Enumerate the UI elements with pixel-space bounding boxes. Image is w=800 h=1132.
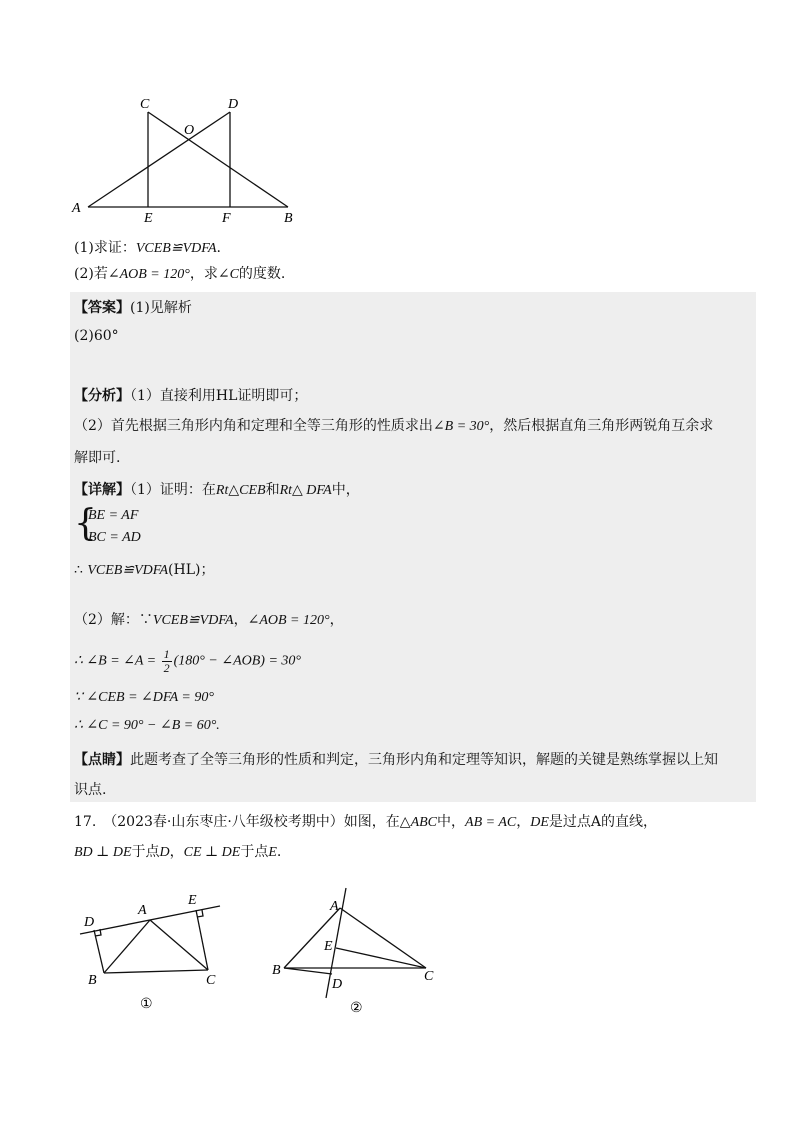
- fig2-label-b: B: [272, 963, 281, 978]
- figure-1: [70, 880, 240, 1020]
- therefore-symbol: ∴: [74, 562, 88, 578]
- q17-h: A: [590, 814, 601, 830]
- analysis-1a: （1）直接利用: [130, 388, 216, 404]
- fig2-label-e: E: [324, 939, 333, 954]
- step1b: (180° − ∠AOB) = 30°: [173, 653, 301, 669]
- q17-2h: .: [276, 844, 282, 860]
- brace-line-1: BE = AF: [88, 508, 139, 523]
- comment-label: 【点睛】: [74, 752, 130, 768]
- fig1-label-b: B: [88, 973, 97, 988]
- question-1-math: VCEB≌VDFA: [135, 241, 217, 256]
- frac-num: 1: [163, 647, 170, 661]
- q17-a: 17. （2023春·山东枣庄·八年级校考期中）如图，在: [74, 814, 400, 830]
- part2-line: [74, 610, 344, 631]
- q17-2a: BD ⊥ DE: [74, 845, 132, 860]
- step3: ∴ ∠C = 90° − ∠B = 60°: [74, 718, 217, 733]
- step-3: [74, 716, 220, 736]
- q17-2g: E: [268, 845, 277, 860]
- therefore-line-1: [74, 560, 214, 581]
- answer-line-2: (2)60°: [74, 328, 119, 344]
- step1a: ∴ ∠B = ∠A =: [74, 653, 160, 669]
- fig2-label-a: A: [330, 899, 339, 914]
- answer-1: (1)见解析: [130, 300, 192, 316]
- fraction-half: [162, 648, 172, 675]
- q17-g: 是过点: [548, 814, 591, 830]
- detail-label: 【详解】: [74, 482, 130, 498]
- label-d: D: [228, 97, 239, 112]
- part2b: VCEB≌VDFA: [152, 613, 234, 628]
- q17-2d: ，: [169, 844, 184, 860]
- q17-line-2: [74, 842, 281, 863]
- label-c: C: [140, 97, 150, 112]
- detail-line-1: [74, 480, 360, 501]
- comment-line-1: [74, 750, 718, 770]
- comment-line-2: 识点.: [74, 782, 107, 798]
- analysis-1b: HL: [215, 388, 238, 404]
- question-2-math: ∠AOB = 120°: [107, 267, 190, 282]
- analysis-2a: （2）首先根据三角形内角和定理和全等三角形的性质求出: [74, 418, 433, 434]
- comment-1: 此题考查了全等三角形的性质和判定，三角形内角和定理等知识，解题的关键是熟练掌握以上知: [130, 752, 718, 768]
- fig1-label-d: D: [84, 915, 95, 930]
- fig1-caption: ①: [140, 997, 153, 1012]
- analysis-line-1: [74, 386, 307, 406]
- answer-line-1: [74, 298, 192, 318]
- figure-2: [270, 880, 450, 1020]
- therefore-1d: ；: [200, 562, 215, 578]
- fig2-label-c: C: [424, 969, 434, 984]
- question-1: [74, 238, 221, 259]
- q17-f: DE: [530, 815, 549, 830]
- analysis-1c: 证明即可；: [237, 388, 308, 404]
- brace-line-2: BC = AD: [88, 530, 141, 545]
- analysis-2c: ，然后根据直角三角形两锐角互余求: [489, 418, 714, 434]
- detail-1b: Rt△CEB: [215, 483, 266, 498]
- detail-1c: 和: [265, 482, 280, 498]
- step-2: ∵ ∠CEB = ∠DFA = 90°: [74, 690, 214, 705]
- q17-i: 的直线，: [601, 814, 657, 830]
- question-2-end: 的度数.: [238, 266, 286, 282]
- line-cb: [148, 112, 288, 207]
- q17-2c: D: [159, 845, 170, 860]
- question-2-mid: ，求: [189, 266, 218, 282]
- analysis-label: 【分析】: [74, 388, 130, 404]
- therefore-1c: (HL): [168, 562, 201, 578]
- q17-2e: CE ⊥ DE: [183, 845, 241, 860]
- part2e: ，: [329, 612, 344, 628]
- question-2-text: (2)若: [74, 266, 108, 282]
- fig1-label-e: E: [188, 893, 197, 908]
- detail-1a: （1）证明：在: [130, 482, 216, 498]
- part2d: ∠AOB = 120°: [247, 613, 330, 628]
- label-e: E: [144, 211, 153, 226]
- detail-1e: 中，: [331, 482, 360, 498]
- label-b: B: [284, 211, 293, 226]
- label-f: F: [222, 211, 231, 226]
- q17-d: AB = AC: [465, 815, 517, 830]
- answer-label: 【答案】: [74, 300, 130, 316]
- q17-2f: 于点: [240, 844, 269, 860]
- q17-line-1: [74, 812, 657, 833]
- q17-2b: 于点: [131, 844, 160, 860]
- analysis-2b: ∠B = 30°: [432, 419, 490, 434]
- question-2: [74, 264, 285, 285]
- brace-symbol: {: [74, 503, 97, 544]
- line-bc: [104, 970, 208, 973]
- fig2-label-d: D: [332, 977, 343, 992]
- therefore-1b: VCEB≌VDFA: [87, 563, 169, 578]
- line-ba: [284, 908, 340, 968]
- part2a: （2）解：∵: [74, 612, 153, 628]
- frac-den: 2: [163, 661, 170, 675]
- q17-e: ，: [516, 814, 531, 830]
- q17-c: 中，: [437, 814, 466, 830]
- figure-triangles-top: [60, 90, 320, 230]
- line-ad: [88, 112, 230, 207]
- label-a: A: [72, 201, 81, 216]
- label-o: O: [184, 123, 195, 138]
- line-bd: [284, 968, 332, 974]
- question-1-text: (1)求证：: [74, 240, 136, 256]
- question-2-math2: ∠C: [217, 267, 239, 282]
- detail-1d: Rt△ DFA: [279, 483, 332, 498]
- q17-b: △ABC: [399, 815, 438, 830]
- part2c: ，: [233, 612, 248, 628]
- question-1-end: .: [216, 240, 221, 256]
- step-1: [74, 648, 301, 675]
- analysis-line-3: 解即可.: [74, 450, 121, 466]
- fig1-label-a: A: [138, 903, 147, 918]
- fig2-caption: ②: [350, 1001, 363, 1016]
- step3-end: .: [216, 718, 220, 733]
- analysis-line-2: [74, 416, 713, 437]
- fig1-label-c: C: [206, 973, 216, 988]
